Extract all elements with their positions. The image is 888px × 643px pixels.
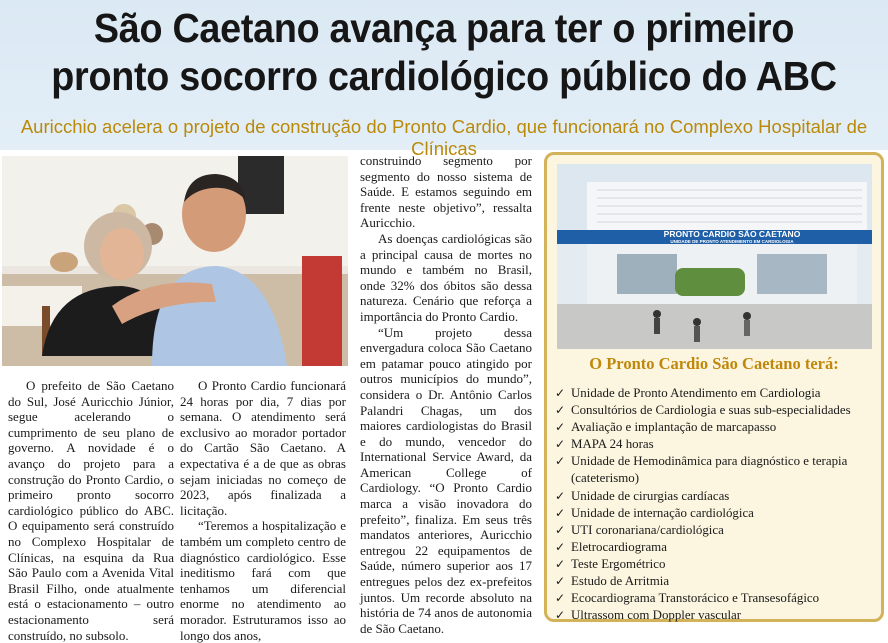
checkmark-icon: ✓ [555,488,566,503]
feature-label: Unidade de Pronto Atendimento em Cardiologia [571,386,821,400]
feature-list-item [555,522,877,539]
feature-list-item [555,590,877,607]
feature-list-item [555,385,877,402]
feature-label: Eletrocardiograma [571,539,667,554]
building-sign [637,230,827,244]
feature-list-item [555,607,877,624]
article-paragraph-continued: construindo segmento por segmento do nosso sistema de Saúde. E estamos seguindo em frente neste objetivo”, ressalta Auricchio. [360,153,532,231]
checkmark-icon: ✓ [555,454,566,469]
feature-label: MAPA 24 horas [571,437,654,452]
feature-label: Estudo de Arritmia [571,574,670,589]
checkmark-icon: ✓ [555,539,566,554]
photo-illustration [2,156,348,366]
headline [36,4,853,100]
feature-list-item [555,436,877,453]
building-sign-main: PRONTO CARDIO SÃO CAETANO [663,229,801,239]
checkmark-icon: ✓ [555,591,566,606]
feature-label: Avaliação e implantação de marcapasso [571,420,777,435]
feature-list-item [555,505,877,522]
feature-label: Ultrassom com Doppler vascular [571,608,742,623]
feature-list-item [555,556,877,573]
checkmark-icon: ✓ [555,420,566,435]
main-photo [2,156,348,366]
feature-list [555,385,877,624]
sidebar-box [544,152,884,622]
feature-list-item [555,453,877,487]
feature-list-item [555,539,877,556]
article-column-2 [180,378,346,643]
article-column-3 [360,153,532,636]
article-paragraph: “Teremos a hospitalização e também um completo centro de diagnóstico cardiológico. Esse ineditismo fará com que tenhamos um diferencial enorme no atendimento ao morador. Estruturamos isso ao longo dos anos, [180,518,346,643]
feature-label: Unidade de internação cardiológica [571,505,754,520]
article-paragraph: O Pronto Cardio funcionará 24 horas por dia, 7 dias por semana. O atendimento será exclusivo ao morador portador do Cartão São Caetano. A expectativa é a de que as obras sejam iniciadas no começo de 2023, após finalizada a licitação. [180,378,346,518]
article-paragraph: “Um projeto dessa envergadura coloca São Caetano em patamar pouco atingido por outros municípios do mundo”, considera o Dr. Antônio Carlos Palandri Chagas, um dos maiores cardiologistas do Brasil e do mundo, vencedor do International Service Award, da American College of Cardiology. “O Pronto Cardio marca a visão inovadora do prefeito”, finaliza. Em seus três mandatos anteriores, Auricchio entregou 22 equipamentos de Saúde, número superior aos 17 entregues pelos dez ex-prefeitos juntos. Um recorde absoluto na história de 74 anos de autonomia de São Caetano. [360,324,532,636]
headline-line-1: São Caetano avança para ter o primeiro [93,5,795,51]
feature-list-item [555,402,877,419]
checkmark-icon: ✓ [555,437,566,452]
building-render [557,164,872,349]
checkmark-icon: ✓ [555,505,566,520]
building-illustration [557,164,872,349]
checkmark-icon: ✓ [555,386,566,400]
headline-line-2: pronto socorro cardiológico público do ABC [51,53,837,99]
building-sign-sub: UNIDADE DE PRONTO ATENDIMENTO EM CARDIOLOGIA [670,239,794,244]
checkmark-icon: ✓ [555,608,566,623]
checkmark-icon: ✓ [555,403,566,418]
feature-label: Unidade de cirurgias cardíacas [571,488,730,503]
checkmark-icon: ✓ [555,522,566,537]
feature-label: Consultórios de Cardiologia e suas sub-especialidades [571,403,851,418]
subheadline: Auricchio acelera o projeto de construção do Pronto Cardio, que funcionará no Complexo Hospitalar de Clínicas [20,116,868,159]
sidebar-title: O Pronto Cardio São Caetano terá: [589,354,839,373]
feature-label: Ecocardiograma Transtorácico e Transesofágico [571,591,820,606]
feature-label: Teste Ergométrico [571,556,666,571]
feature-label: UTI coronariana/cardiológica [571,522,724,537]
article-paragraph: As doenças cardiológicas são a principal causa de mortes no mundo e também no Brasil, onde 32% dos óbitos são dessa natureza. Cenário que reforça a importância do Pronto Cardio. [360,230,532,324]
article-paragraph: O prefeito de São Caetano do Sul, José Auricchio Júnior, segue acelerando o cumprimento de seu plano de governo. A novidade é o avanço do projeto para a construção do Pronto Cardio, o primeiro pronto socorro cardiológico público do ABC. O equipamento será construído no Complexo Hospitalar de Clínicas, na esquina da Rua São Paulo com a Avenida Vital Brasil Filho, onde atualmente está o estacionamento – outro estacionamento será construído, no subsolo. [8,378,174,643]
article-column-1 [8,378,174,643]
feature-list-item [555,419,877,436]
checkmark-icon: ✓ [555,556,566,571]
feature-list-item [555,488,877,505]
feature-label: Unidade de Hemodinâmica para diagnóstico e terapia (cateterismo) [571,454,848,486]
checkmark-icon: ✓ [555,574,566,589]
feature-list-item [555,573,877,590]
